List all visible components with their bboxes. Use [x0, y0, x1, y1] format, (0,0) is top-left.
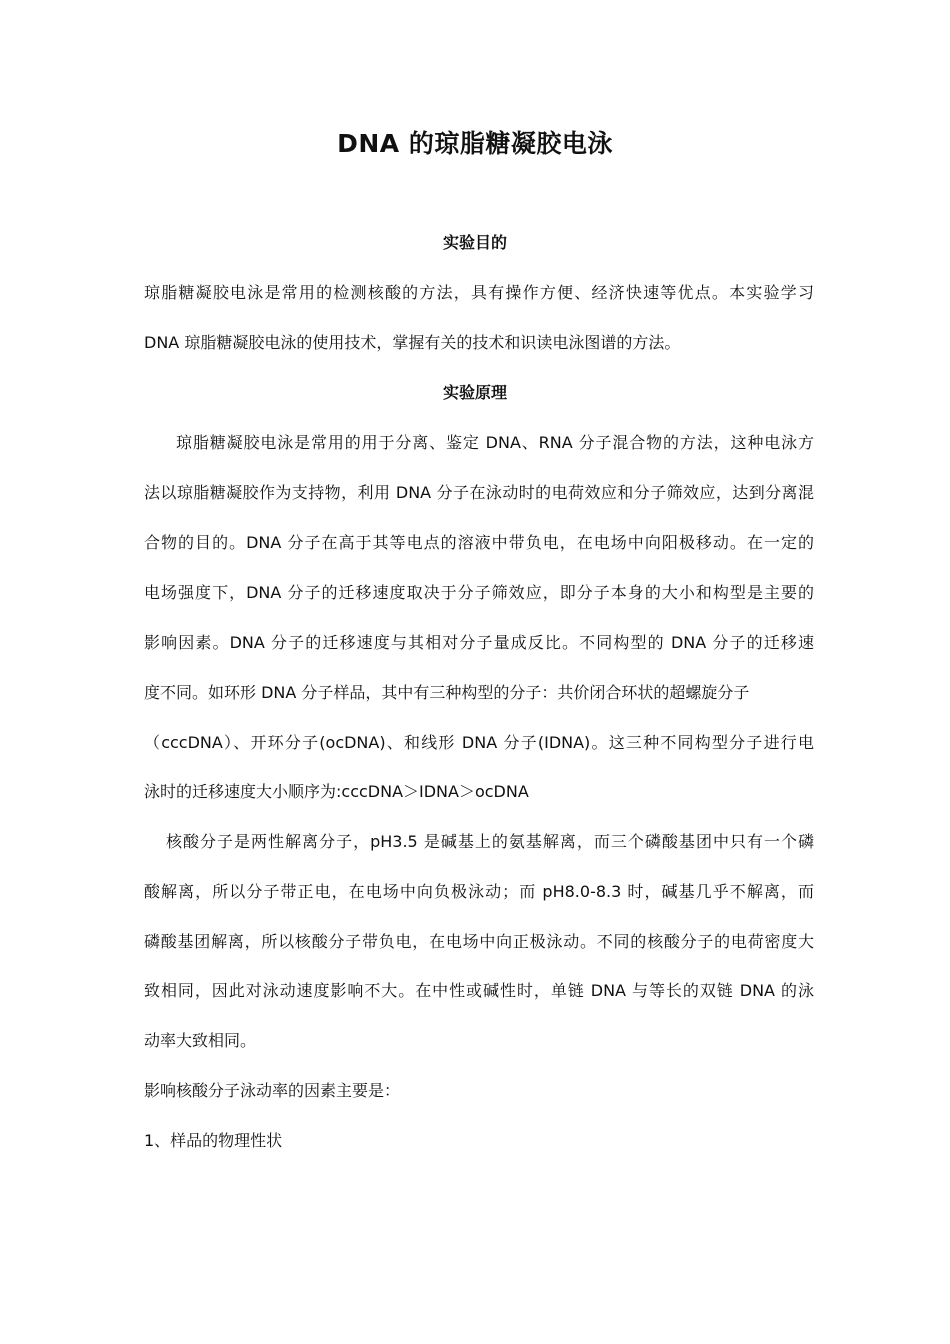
principle-p1-line-2: 法以琼脂糖凝胶作为支持物，利用 DNA 分子在泳动时的电荷效应和分子筛效应，达到分离混 — [144, 483, 814, 502]
principle-p1-line-6: 度不同。如环形 DNA 分子样品，其中有三种构型的分子：共价闭合环状的超螺旋分子 — [144, 683, 750, 702]
principle-p1-line-7: （cccDNA）、开环分子(ocDNA)、和线形 DNA 分子(IDNA)。这三种不同构型分子进行电 — [144, 733, 814, 752]
principle-p1-line-5: 影响因素。DNA 分子的迁移速度与其相对分子量成反比。不同构型的 DNA 分子的迁移速 — [144, 633, 814, 652]
factors-intro: 影响核酸分子泳动率的因素主要是： — [144, 1081, 401, 1100]
principle-p1-line-4: 电场强度下，DNA 分子的迁移速度取决于分子筛效应，即分子本身的大小和构型是主要的 — [144, 583, 814, 602]
purpose-line-2: DNA 琼脂糖凝胶电泳的使用技术，掌握有关的技术和识读电泳图谱的方法。 — [144, 333, 681, 352]
principle-p2-line-1: 核酸分子是两性解离分子，pH3.5 是碱基上的氨基解离，而三个磷酸基团中只有一个磷 — [166, 832, 814, 851]
principle-p2-line-2: 酸解离，所以分子带正电，在电场中向负极泳动；而 pH8.0-8.3 时，碱基几乎不解离，而 — [144, 882, 814, 901]
principle-p2-line-5: 动率大致相同。 — [144, 1031, 257, 1050]
principle-p1-line-1: 琼脂糖凝胶电泳是常用的用于分离、鉴定 DNA、RNA 分子混合物的方法，这种电泳方 — [176, 433, 814, 452]
purpose-line-1: 琼脂糖凝胶电泳是常用的检测核酸的方法，具有操作方便、经济快速等优点。本实验学习 — [144, 283, 814, 302]
section-heading-principle: 实验原理 — [442, 383, 507, 402]
principle-p2-line-4: 致相同，因此对泳动速度影响不大。在中性或碱性时，单链 DNA 与等长的双链 DNA 的泳 — [144, 981, 814, 1000]
factor-item-1: 1、样品的物理性状 — [144, 1131, 283, 1150]
section-heading-purpose: 实验目的 — [442, 233, 507, 252]
principle-p2-line-3: 磷酸基团解离，所以核酸分子带负电，在电场中向正极泳动。不同的核酸分子的电荷密度大 — [144, 932, 814, 951]
document-title: DNA 的琼脂糖凝胶电泳 — [337, 129, 613, 158]
principle-p1-line-3: 合物的目的。DNA 分子在高于其等电点的溶液中带负电，在电场中向阳极移动。在一定的 — [144, 533, 814, 552]
principle-p1-line-8: 泳时的迁移速度大小顺序为:cccDNA＞IDNA＞ocDNA — [144, 782, 529, 801]
